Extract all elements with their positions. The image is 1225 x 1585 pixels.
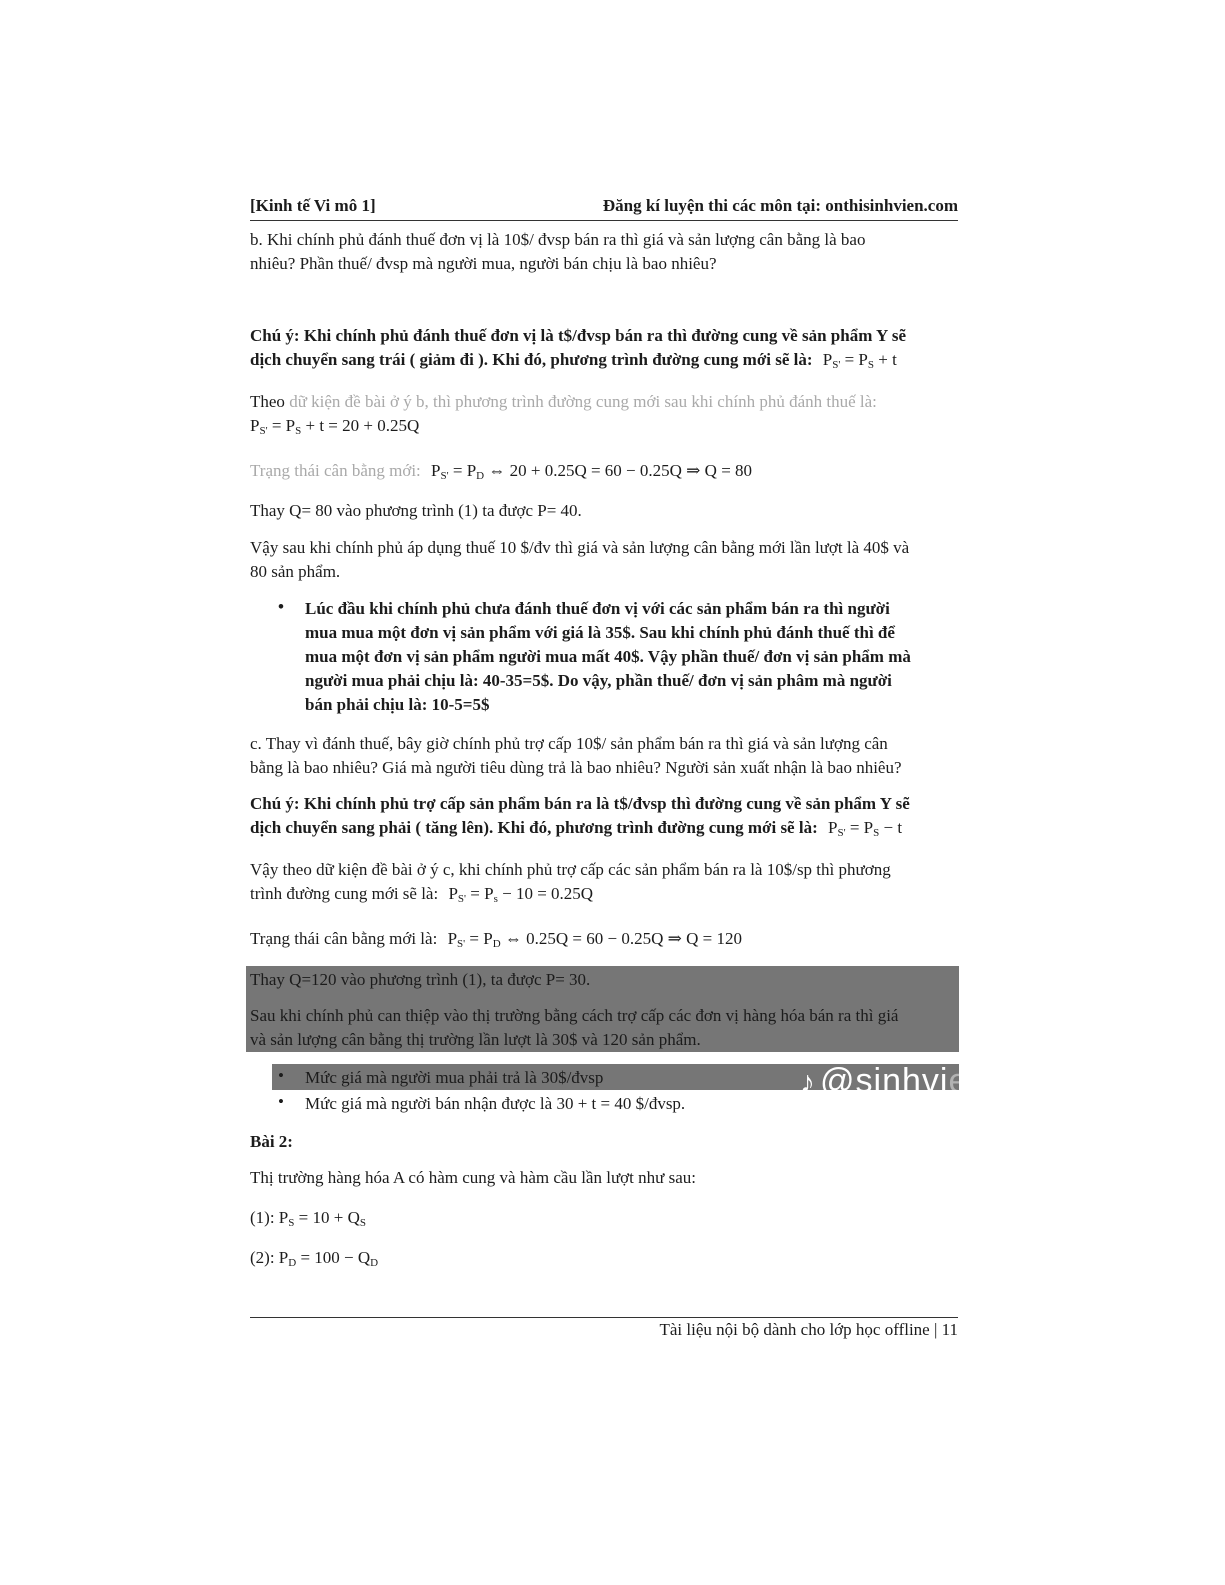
watermark-text: @sinhvi xyxy=(820,1062,949,1100)
page-header xyxy=(250,196,958,221)
watermark-text-faded: enoi xyxy=(948,1062,1017,1100)
subsidy-conclusion xyxy=(250,1004,958,1052)
header-title: [Kinh tế Vi mô 1] xyxy=(250,196,376,215)
question-c-line-2: bằng là bao nhiêu? Giá mà người tiêu dùng trả là bao nhiêu? Người sản xuất nhận là bao nhiêu? xyxy=(250,758,902,777)
subsidy-conclusion-line-2: và sản lượng cân bằng thị trường lần lượt là 30$ và 120 sản phẩm. xyxy=(250,1030,701,1049)
bullet-symbol: • xyxy=(278,1092,284,1111)
thay-q-120: Thay Q=120 vào phương trình (1), ta được P= 30. xyxy=(250,970,591,989)
section-heading-bai-2: Bài 2: xyxy=(250,1132,293,1151)
equilibrium-tax xyxy=(250,459,958,483)
conclusion-tax-line-1: Vậy sau khi chính phủ áp dụng thuế 10 $/đv thì giá và sản lượng cân bằng mới lần lượt là 40$ và xyxy=(250,538,910,557)
conclusion-tax xyxy=(250,536,958,584)
note-tax-line-2 xyxy=(250,348,958,372)
theo-formula: $P_{S'} = P_S + t = 20 + 0.25Q$ xyxy=(250,416,420,437)
question-b-line-2: nhiêu? Phần thuế/ đvsp mà người mua, người bán chịu là bao nhiêu? xyxy=(250,254,717,273)
footer-divider xyxy=(250,1317,958,1318)
thay-q-80: Thay Q= 80 vào phương trình (1) ta được P= 40. xyxy=(250,501,582,520)
bullet-symbol: • xyxy=(278,597,284,616)
tiktok-watermark xyxy=(800,1062,1017,1101)
note-tax-line-1: Chú ý: Khi chính phủ đánh thuế đơn vị là t$/đvsp bán ra thì đường cung về sản phẩm Y sẽ xyxy=(250,326,907,345)
note-tax xyxy=(250,324,958,372)
note-subsidy-formula: $P_{S'} = P_S - t$ xyxy=(828,818,903,839)
header-website: Đăng kí luyện thi các môn tại: onthisinhvien.com xyxy=(602,196,958,215)
note-tax-formula: $P_{S'} = P_S + t$ xyxy=(822,350,897,371)
buyer-price-text: Mức giá mà người mua phải trả là 30$/đvsp xyxy=(305,1068,604,1087)
tax-burden-text: Lúc đầu khi chính phủ chưa đánh thuế đơn vị với các sản phẩm bán ra thì người mua mua một đơn vị sản phẩm với giá là 35$. Sau khi chính phủ đánh thuế thì để mua một đơn vị sản phẩm người mua mất 40$. Vậy phần thuế/ đơn vị sản phẩm mà người mua phải chịu là: 40-35=5$. Do vậy, phần thuế/ đơn vị sản phâm mà người bán phải chịu là: 10-5=5$ xyxy=(305,599,911,714)
subsidy-supply-formula: $P_{S'} = P_s - 10 = 0.25Q$ xyxy=(448,884,594,905)
demand-equation: (2): $P_D = 100 - Q_D$ xyxy=(250,1248,379,1269)
subsidy-supply-line-1: Vậy theo dữ kiện đề bài ở ý c, khi chính phủ trợ cấp các sản phẩm bán ra là 10$/sp thì phương xyxy=(250,860,891,879)
conclusion-tax-line-2: 80 sản phẩm. xyxy=(250,562,341,581)
note-subsidy-line-1: Chú ý: Khi chính phủ trợ cấp sản phẩm bán ra là t$/đvsp thì đường cung về sản phẩm Y sẽ xyxy=(250,794,910,813)
note-tax-text: dịch chuyển sang trái ( giảm đi ). Khi đó, phương trình đường cung mới sẽ là: xyxy=(250,350,813,369)
subsidy-conclusion-line-1: Sau khi chính phủ can thiệp vào thị trường bằng cách trợ cấp các đơn vị hàng hóa bán ra thì giá xyxy=(250,1006,899,1025)
bullet-symbol: • xyxy=(278,1066,284,1085)
supply-equation: (1): $P_S = 10 + Q_S$ xyxy=(250,1208,366,1229)
subsidy-supply xyxy=(250,858,958,906)
tiktok-icon: ♪ xyxy=(800,1066,816,1099)
tax-burden-bullet xyxy=(250,597,958,721)
equilibrium-subsidy-label: Trạng thái cân bằng mới là: xyxy=(250,929,438,948)
theo-paragraph xyxy=(250,390,958,438)
question-b xyxy=(250,228,958,276)
equilibrium-tax-formula: $P_{S'} = P_D$ ⇔ 20 + 0.25Q = 60 − 0.25Q ⇒ Q = 80 xyxy=(431,461,753,482)
equilibrium-subsidy-formula: $P_{S'} = P_D$ ⇔ 0.25Q = 60 − 0.25Q ⇒ Q = 120 xyxy=(447,929,742,950)
page-footer: Tài liệu nội bộ dành cho lớp học offline | 11 xyxy=(659,1320,958,1339)
subsidy-supply-line-2: trình đường cung mới sẽ là: $P_{S'} = P_s - 10 = 0.25Q$ xyxy=(250,884,594,905)
market-intro: Thị trường hàng hóa A có hàm cung và hàm cầu lần lượt như sau: xyxy=(250,1168,696,1187)
seller-price-text: Mức giá mà người bán nhận được là 30 + t = 40 $/đvsp. xyxy=(305,1094,686,1113)
note-subsidy-line-2: dịch chuyển sang phải ( tăng lên). Khi đó, phương trình đường cung mới sẽ là: $P_{S'} = P_S - t$ xyxy=(250,818,903,839)
note-subsidy xyxy=(250,792,958,840)
theo-line-1: Theo dữ kiện đề bài ở ý b, thì phương trình đường cung mới sau khi chính phủ đánh thuế là: xyxy=(250,392,877,411)
equilibrium-tax-label: Trạng thái cân bằng mới: xyxy=(250,461,421,480)
equilibrium-subsidy xyxy=(250,927,958,951)
question-c xyxy=(250,732,958,780)
question-b-line-1: b. Khi chính phủ đánh thuế đơn vị là 10$/ đvsp bán ra thì giá và sản lượng cân bằng là bao xyxy=(250,230,866,249)
question-c-line-1: c. Thay vì đánh thuế, bây giờ chính phủ trợ cấp 10$/ sản phẩm bán ra thì giá và sản lượng cân xyxy=(250,734,888,753)
